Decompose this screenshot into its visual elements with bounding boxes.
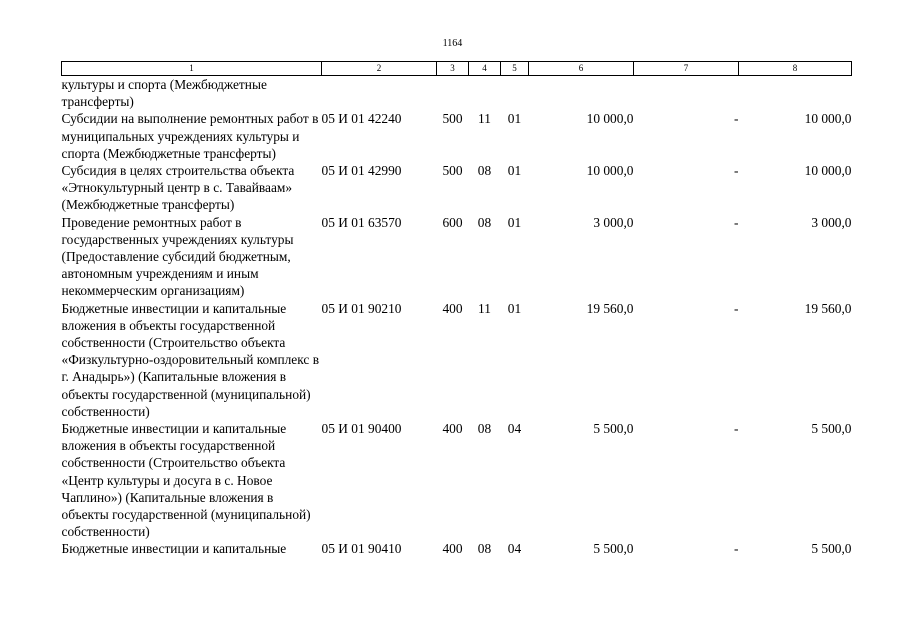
row-description: Бюджетные инвестиции и капитальные bbox=[61, 541, 287, 557]
row-description: Субсидии на выполнение ремонтных работ в муниципальных учреждениях культуры и спорта (Межбюджетные трансферты) bbox=[61, 111, 319, 161]
continued-row bbox=[62, 76, 852, 111]
row-col-5: 04 bbox=[507, 421, 522, 437]
header-col-1: 1 bbox=[62, 62, 322, 76]
row-col-7: - bbox=[734, 300, 739, 316]
row-col-5: 04 bbox=[507, 541, 522, 557]
budget-table bbox=[61, 61, 852, 558]
row-col-6: 5 500,0 bbox=[593, 541, 634, 557]
row-description: Проведение ремонтных работ в государственных учреждениях культуры (Предоставление субсидий бюджетным, автономным учреждениям и иным некоммерческим организациям) bbox=[61, 214, 294, 299]
row-col-3: 500 bbox=[442, 111, 463, 127]
row-col-4: 11 bbox=[478, 111, 491, 127]
row-code: 05 И 01 42990 bbox=[321, 163, 402, 179]
row-col-7: - bbox=[734, 163, 739, 179]
row-col-8: 10 000,0 bbox=[804, 111, 852, 127]
header-col-8: 8 bbox=[739, 62, 852, 76]
header-row bbox=[62, 62, 852, 76]
row-col-8: 19 560,0 bbox=[804, 300, 852, 316]
header-col-5: 5 bbox=[501, 62, 529, 76]
row-col-8: 3 000,0 bbox=[811, 214, 852, 230]
header-col-3: 3 bbox=[437, 62, 469, 76]
row-description: Бюджетные инвестиции и капитальные вложения в объекты государственной собственности (Строительство объекта «Физкультурно-оздоровительный комплекс в г. Анадырь») (Капитальные вложения в объекты государственной (муниципальной) собственности) bbox=[61, 300, 320, 419]
row-col-5: 01 bbox=[507, 214, 522, 230]
row-col-6: 10 000,0 bbox=[586, 163, 634, 179]
row-code: 05 И 01 90210 bbox=[321, 300, 402, 316]
row-col-6: 5 500,0 bbox=[593, 421, 634, 437]
row-code: 05 И 01 90400 bbox=[321, 421, 402, 437]
row-col-6: 19 560,0 bbox=[586, 300, 634, 316]
row-col-3: 400 bbox=[442, 541, 463, 557]
row-col-7: - bbox=[734, 421, 739, 437]
row-col-3: 500 bbox=[442, 163, 463, 179]
row-col-7: - bbox=[734, 214, 739, 230]
row-code: 05 И 01 90410 bbox=[321, 541, 402, 557]
row-col-4: 08 bbox=[477, 214, 492, 230]
row-col-8: 10 000,0 bbox=[804, 163, 852, 179]
row-col-8: 5 500,0 bbox=[811, 421, 852, 437]
row-code: 05 И 01 63570 bbox=[321, 214, 402, 230]
header-col-2: 2 bbox=[322, 62, 437, 76]
row-code: 05 И 01 42240 bbox=[321, 111, 402, 127]
row-col-3: 400 bbox=[442, 421, 463, 437]
row-col-4: 08 bbox=[477, 163, 492, 179]
row-col-4: 08 bbox=[477, 541, 492, 557]
table-row bbox=[62, 162, 852, 214]
row-col-4: 08 bbox=[477, 421, 492, 437]
table-row bbox=[62, 540, 852, 557]
row-description: Субсидия в целях строительства объекта «Этнокультурный центр в с. Тавайваам» (Межбюджетные трансферты) bbox=[61, 163, 295, 213]
row-col-6: 10 000,0 bbox=[586, 111, 634, 127]
table-row bbox=[62, 300, 852, 420]
row-col-7: - bbox=[734, 111, 739, 127]
table-row bbox=[62, 110, 852, 162]
row-col-8: 5 500,0 bbox=[811, 541, 852, 557]
row-col-4: 11 bbox=[478, 300, 491, 316]
header-col-4: 4 bbox=[469, 62, 501, 76]
header-col-6: 6 bbox=[529, 62, 634, 76]
row-col-6: 3 000,0 bbox=[593, 214, 634, 230]
row-description: Бюджетные инвестиции и капитальные вложения в объекты государственной собственности (Строительство объекта «Центр культуры и досуга в с. Новое Чаплино») (Капитальные вложения в объекты государственной (муниципальной) собственности) bbox=[61, 421, 311, 540]
row-col-5: 01 bbox=[507, 300, 522, 316]
table-row bbox=[62, 214, 852, 300]
page-number: 1164 bbox=[442, 38, 463, 49]
table-row bbox=[62, 420, 852, 540]
row-col-5: 01 bbox=[507, 111, 522, 127]
header-col-7: 7 bbox=[634, 62, 739, 76]
row-col-7: - bbox=[734, 541, 739, 557]
row-col-3: 600 bbox=[442, 214, 463, 230]
row-col-5: 01 bbox=[507, 163, 522, 179]
row-col-3: 400 bbox=[442, 300, 463, 316]
continued-description: культуры и спорта (Межбюджетные трансферты) bbox=[61, 77, 267, 110]
